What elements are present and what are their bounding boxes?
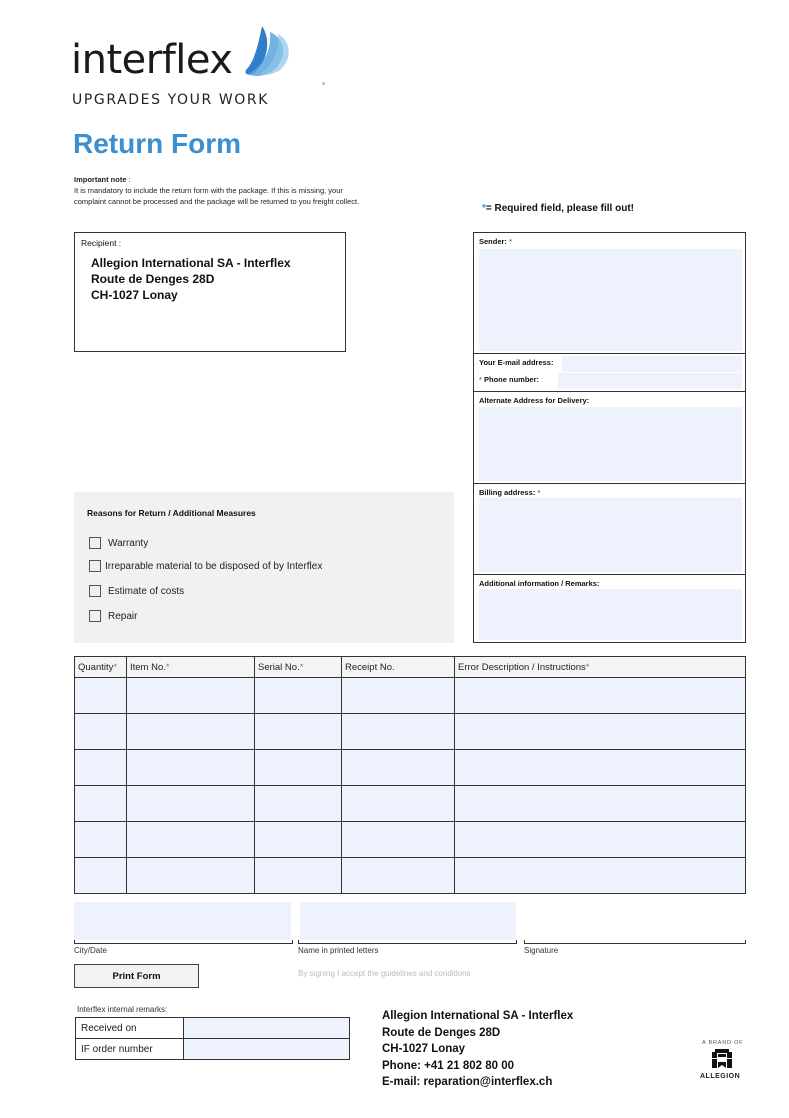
city-date-label: City/Date <box>74 946 107 955</box>
recipient-box <box>74 232 346 352</box>
required-field-note <box>482 203 634 214</box>
column-receipt-no: Receipt No. <box>342 657 455 678</box>
reason-label: Irreparable material to be disposed of by Interflex <box>105 560 323 572</box>
email-input[interactable] <box>562 356 742 372</box>
table-cell-input[interactable] <box>127 750 255 786</box>
printed-name-label: Name in printed letters <box>298 946 379 955</box>
footer-line: Route de Denges 28D <box>382 1026 501 1039</box>
table-cell-input[interactable] <box>255 678 342 714</box>
billing-address-box <box>474 484 745 575</box>
reason-label: Estimate of costs <box>108 585 185 597</box>
checkbox[interactable] <box>89 537 101 549</box>
reasons-heading: Reasons for Return / Additional Measures <box>87 508 256 518</box>
column-quantity: Quantity* <box>75 657 127 678</box>
table-cell-input[interactable] <box>255 786 342 822</box>
table-row <box>75 678 746 714</box>
email-label: Your E-mail address: <box>479 358 554 367</box>
table-cell-input[interactable] <box>75 714 127 750</box>
table-cell-input[interactable] <box>127 678 255 714</box>
billing-address-label: Billing address: * <box>479 488 541 497</box>
table-cell-input[interactable] <box>455 750 746 786</box>
items-table <box>74 656 746 894</box>
alternate-address-label: Alternate Address for Delivery: <box>479 396 590 405</box>
tagline: UPGRADES YOUR WORK <box>72 92 270 108</box>
checkbox[interactable] <box>89 560 101 572</box>
table-cell-input[interactable] <box>255 750 342 786</box>
city-date-input[interactable] <box>74 902 291 940</box>
column-item-no: Item No.* <box>127 657 255 678</box>
reason-irreparable[interactable] <box>89 560 322 572</box>
printed-name-line <box>298 940 517 944</box>
phone-input[interactable] <box>558 373 742 389</box>
reason-label: Repair <box>108 610 138 622</box>
accept-note: By signing I accept the guidelines and conditions <box>298 969 471 978</box>
signature-label: Signature <box>524 946 559 955</box>
reason-repair[interactable] <box>89 610 137 622</box>
reasons-panel <box>74 492 454 643</box>
table-cell-input[interactable] <box>75 678 127 714</box>
brand-of-text: A BRAND OF <box>702 1040 744 1046</box>
footer-line: Allegion International SA - Interflex <box>382 1010 574 1022</box>
table-cell-input[interactable] <box>342 822 455 858</box>
required-star: * <box>482 203 486 214</box>
print-form-button[interactable]: Print Form <box>74 964 199 988</box>
page-title: Return Form <box>73 128 241 159</box>
table-cell-input[interactable] <box>342 678 455 714</box>
recipient-line: Route de Denges 28D <box>91 272 215 286</box>
table-cell-input[interactable] <box>455 858 746 894</box>
internal-remarks-label: Interflex internal remarks: <box>77 1005 168 1014</box>
table-cell-input[interactable] <box>342 714 455 750</box>
remarks-label: Additional information / Remarks: <box>479 579 600 588</box>
column-serial-no: Serial No.* <box>255 657 342 678</box>
order-number-input[interactable] <box>184 1039 350 1060</box>
reason-label: Warranty <box>108 537 149 549</box>
reason-warranty[interactable] <box>89 537 148 549</box>
alternate-address-box <box>474 392 745 484</box>
table-cell-input[interactable] <box>75 858 127 894</box>
printed-name-input[interactable] <box>300 902 516 940</box>
table-cell-input[interactable] <box>342 750 455 786</box>
sender-input[interactable] <box>479 249 742 351</box>
important-note-heading: Important note <box>74 175 127 184</box>
remarks-box <box>474 575 745 643</box>
table-cell-input[interactable] <box>127 822 255 858</box>
received-on-label: Received on <box>76 1018 184 1039</box>
column-error-description: Error Description / Instructions* <box>455 657 746 678</box>
table-cell-input[interactable] <box>75 786 127 822</box>
important-note <box>74 174 374 207</box>
decorative-dot <box>322 82 325 85</box>
signature-line[interactable] <box>524 940 746 944</box>
city-date-line <box>74 940 293 944</box>
sender-box <box>474 233 745 354</box>
table-cell-input[interactable] <box>255 858 342 894</box>
internal-row-order <box>76 1039 350 1060</box>
table-cell-input[interactable] <box>342 786 455 822</box>
recipient-line: CH-1027 Lonay <box>91 288 178 302</box>
butterfly-logo-icon <box>240 24 292 80</box>
footer-phone: Phone: +41 21 802 80 00 <box>382 1059 515 1072</box>
recipient-label: Recipient : <box>81 238 122 248</box>
footer-email: E-mail: reparation@interflex.ch <box>382 1076 553 1088</box>
footer-address <box>382 1008 573 1091</box>
table-cell-input[interactable] <box>75 750 127 786</box>
table-cell-input[interactable] <box>127 714 255 750</box>
allegion-wordmark: ALLEGION <box>700 1073 741 1080</box>
order-number-label: IF order number <box>76 1039 184 1060</box>
important-note-colon: : <box>126 175 131 184</box>
important-note-text: It is mandatory to include the return form with the package. If this is missing, your complaint cannot be processed and the package will be returned to you freight collect. <box>74 186 360 206</box>
internal-remarks-table <box>75 1017 350 1060</box>
table-cell-input[interactable] <box>342 858 455 894</box>
sender-column <box>473 232 746 643</box>
checkbox[interactable] <box>89 610 101 622</box>
table-cell-input[interactable] <box>255 822 342 858</box>
sender-label: Sender: * <box>479 237 512 246</box>
reason-estimate[interactable] <box>89 585 184 597</box>
table-cell-input[interactable] <box>455 678 746 714</box>
contact-box <box>474 354 745 392</box>
interflex-logo-text: interflex <box>71 37 233 83</box>
phone-label: * Phone number: <box>479 375 540 384</box>
footer-line: CH-1027 Lonay <box>382 1043 466 1055</box>
table-cell-input[interactable] <box>255 714 342 750</box>
table-row <box>75 822 746 858</box>
table-cell-input[interactable] <box>75 822 127 858</box>
recipient-line: Allegion International SA - Interflex <box>91 256 291 270</box>
table-row <box>75 750 746 786</box>
remarks-input[interactable] <box>479 589 742 640</box>
items-header-row <box>75 657 746 678</box>
alternate-address-input[interactable] <box>479 407 742 481</box>
table-row <box>75 858 746 894</box>
table-cell-input[interactable] <box>127 786 255 822</box>
table-cell-input[interactable] <box>455 786 746 822</box>
billing-address-input[interactable] <box>479 498 742 572</box>
checkbox[interactable] <box>89 585 101 597</box>
table-cell-input[interactable] <box>455 822 746 858</box>
allegion-logo-icon <box>712 1049 732 1069</box>
required-note-text: = Required field, please fill out! <box>485 203 634 214</box>
internal-row-received <box>76 1018 350 1039</box>
table-row <box>75 786 746 822</box>
received-on-input[interactable] <box>184 1018 350 1039</box>
table-row <box>75 714 746 750</box>
table-cell-input[interactable] <box>127 858 255 894</box>
table-cell-input[interactable] <box>455 714 746 750</box>
recipient-address <box>91 255 291 303</box>
